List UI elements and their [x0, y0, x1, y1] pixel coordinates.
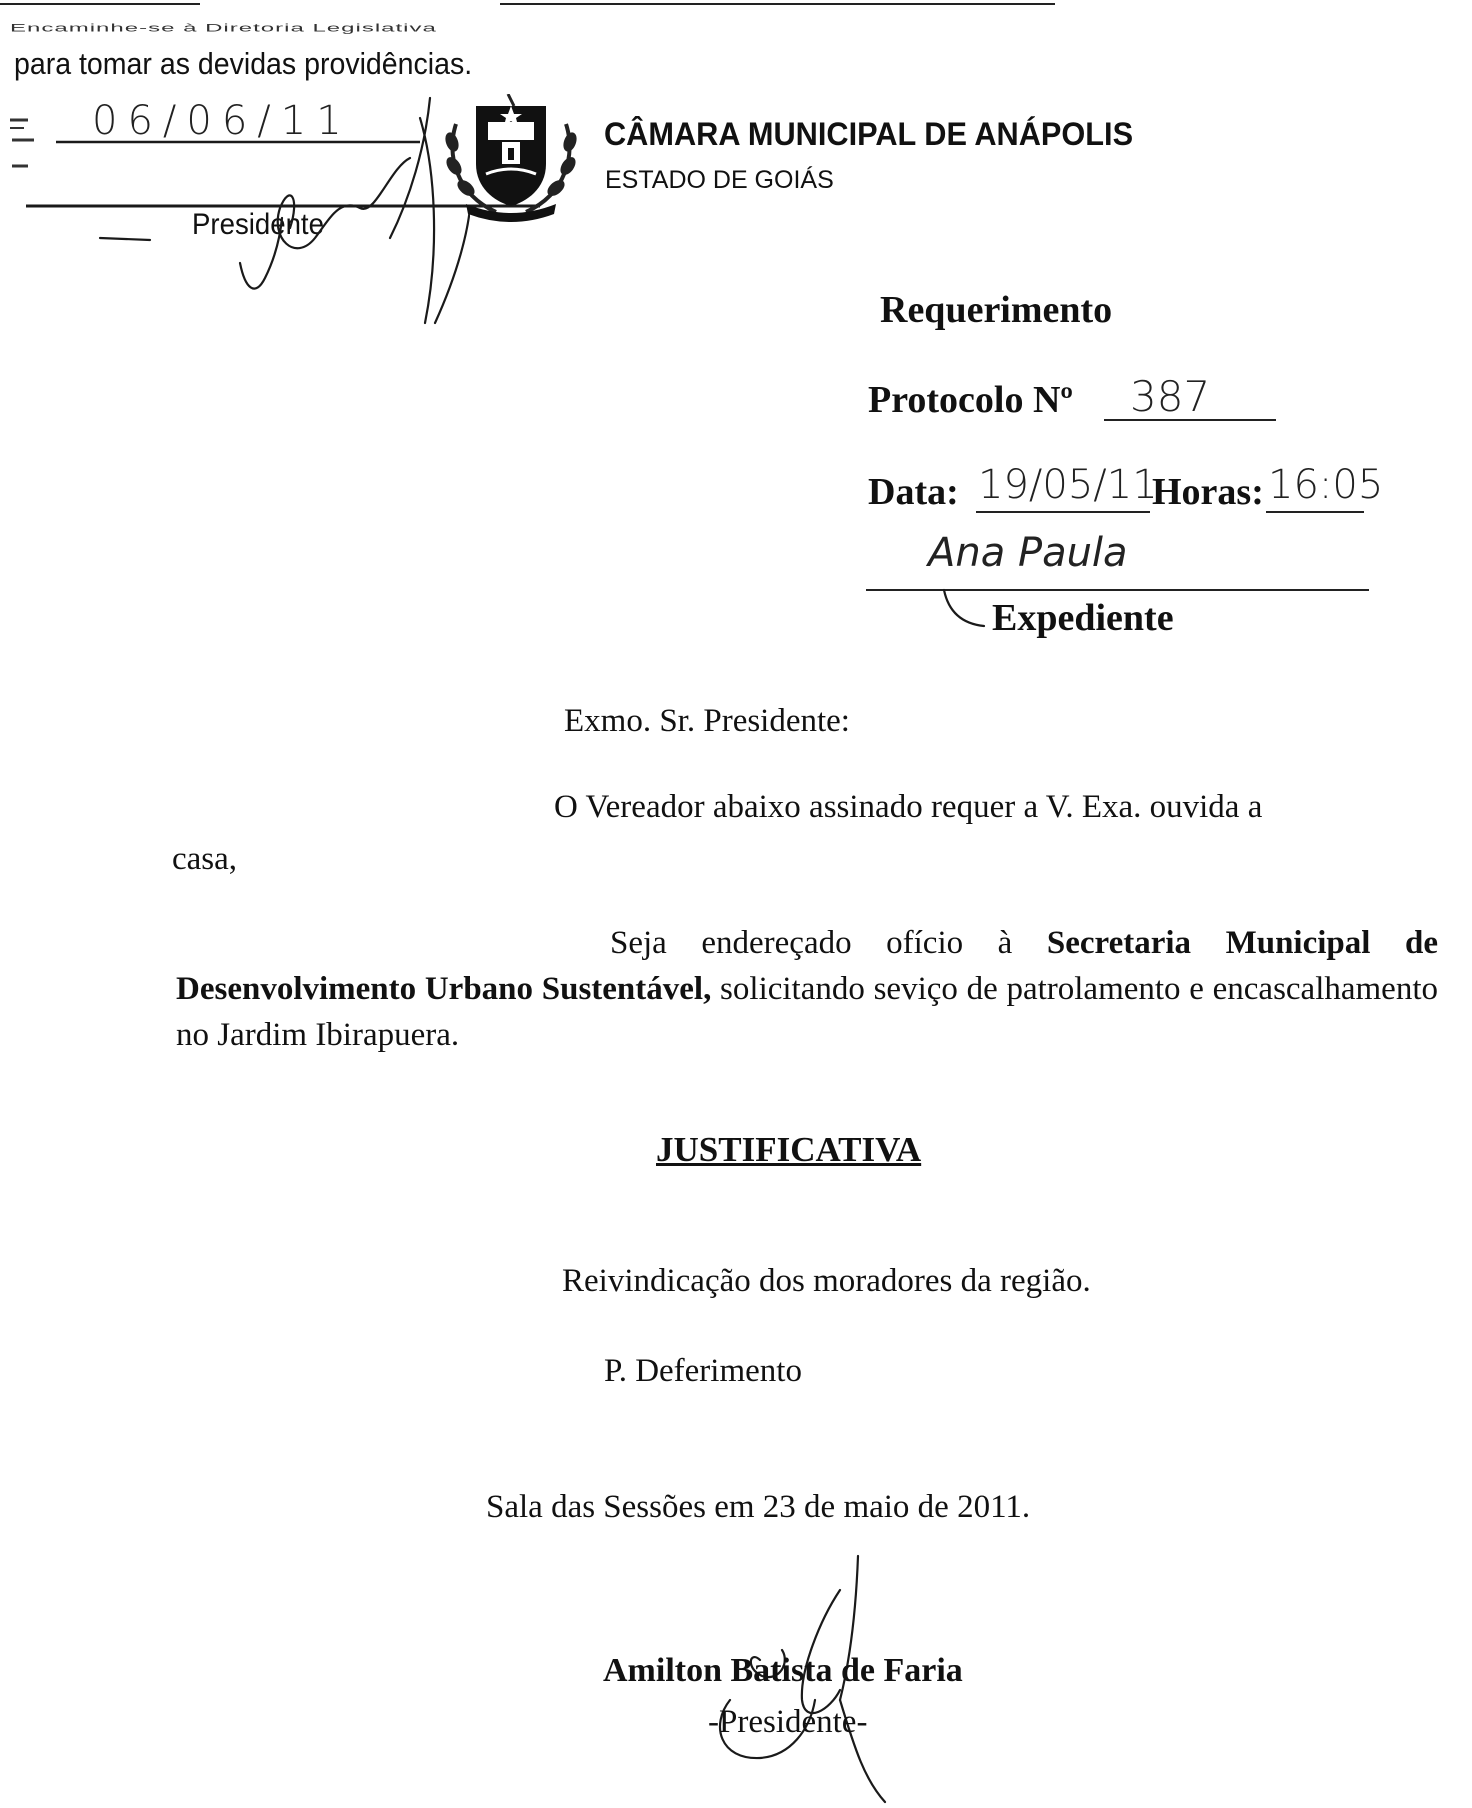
stamp-top-rule — [0, 0, 1060, 10]
salutation: Exmo. Sr. Presidente: — [564, 703, 850, 739]
request-entity: Secretaria Municipal de Desenvolvimento Urbano Sustentável, — [176, 925, 1438, 1007]
closing-phrase: P. Deferimento — [604, 1353, 802, 1389]
request-rest: solicitando seviço de patrolamento e encascalhamento no Jardim Ibirapuera. — [176, 971, 1438, 1053]
hours-underline — [1266, 510, 1366, 514]
hours-handwritten: 16:05 — [1268, 462, 1384, 508]
justification-text: Reivindicação dos moradores da região. — [562, 1263, 1091, 1299]
president-signature-scribble — [90, 88, 470, 328]
request-intro: O Vereador abaixo assinado requer a V. Exa. ouvida a — [554, 789, 1263, 825]
signer-role: -Presidente- — [708, 1704, 868, 1740]
signer-name: Amilton Batista de Faria — [603, 1652, 963, 1689]
stamp-instruction-text: para tomar as devidas providências. — [14, 46, 473, 81]
protocol-number-handwritten: 387 — [1130, 372, 1211, 421]
request-intro-continuation: casa, — [172, 841, 238, 877]
request-paragraph — [176, 920, 1438, 1058]
organization-name: CÂMARA MUNICIPAL DE ANÁPOLIS — [604, 116, 1134, 152]
place-and-date: Sala das Sessões em 23 de maio de 2011. — [486, 1489, 1031, 1525]
protocol-number-label: Protocolo Nº — [868, 379, 1073, 421]
municipal-crest-icon — [436, 94, 586, 224]
date-underline — [976, 510, 1152, 514]
dispatcher-signature: Ana Paula — [928, 530, 1128, 576]
stamp-handwritten-date: 06/06/11 — [92, 98, 352, 144]
document-type-heading: Requerimento — [880, 289, 1113, 331]
organization-state: ESTADO DE GOIÁS — [605, 166, 834, 194]
justification-heading: JUSTIFICATIVA — [656, 1130, 922, 1169]
date-label: Data: — [868, 471, 959, 513]
stamp-signature-label: Presidente — [192, 208, 324, 241]
stamp-forward-text: Encaminhe-se à Diretoria Legislativa — [10, 22, 437, 35]
request-lead: Seja endereçado ofício à — [610, 925, 1047, 961]
dispatch-label: Expediente — [992, 597, 1174, 639]
date-handwritten: 19/05/11 — [978, 462, 1158, 508]
hours-label: Horas: — [1152, 471, 1264, 513]
